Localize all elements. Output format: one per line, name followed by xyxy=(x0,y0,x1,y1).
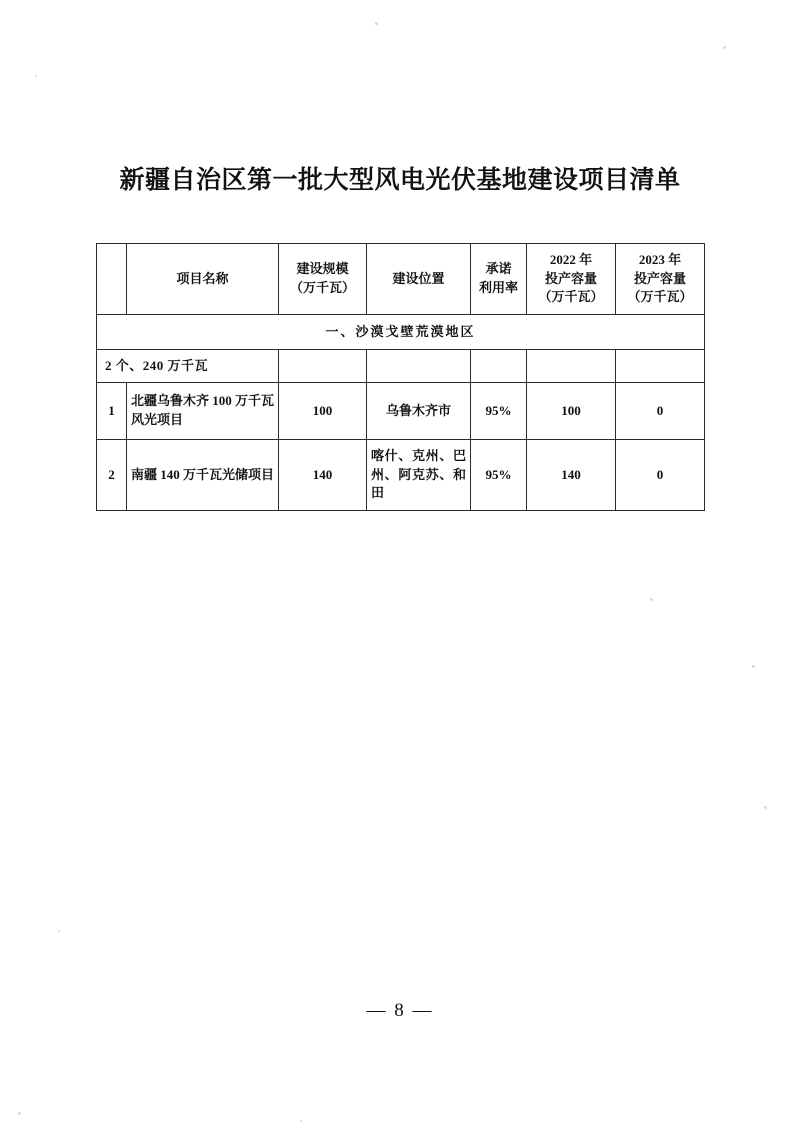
project-list-table xyxy=(96,243,705,511)
row-y2022: 100 xyxy=(527,383,616,440)
subtotal-y2023 xyxy=(616,350,705,383)
scan-speck xyxy=(752,665,755,668)
header-y2023-line1: 2023 年 xyxy=(638,251,682,267)
scan-speck xyxy=(723,46,726,49)
row-y2023: 0 xyxy=(616,440,705,511)
section-title: 一、沙漠戈壁荒漠地区 xyxy=(97,315,705,350)
row-location: 乌鲁木齐市 xyxy=(367,383,471,440)
row-y2023: 0 xyxy=(616,383,705,440)
row-index: 1 xyxy=(97,383,127,440)
header-y2022-line2: 投产容量 xyxy=(544,270,597,286)
header-index xyxy=(97,244,127,315)
section-header-row xyxy=(97,315,705,350)
header-y2023-line2: 投产容量 xyxy=(633,270,686,286)
header-rate-line1: 承诺 xyxy=(485,261,512,277)
scan-speck xyxy=(650,598,653,601)
subtotal-location xyxy=(367,350,471,383)
header-project-name: 项目名称 xyxy=(127,244,279,315)
row-location: 喀什、克州、巴州、阿克苏、和田 xyxy=(367,440,471,511)
header-scale-line2: （万千瓦） xyxy=(289,280,355,295)
header-y2022-line3: （万千瓦） xyxy=(538,289,604,305)
page-title: 新疆自治区第一批大型风电光伏基地建设项目清单 xyxy=(119,167,681,194)
header-scale-line1: 建设规模 xyxy=(296,261,349,277)
table-header-row xyxy=(97,244,705,315)
scan-speck xyxy=(35,75,37,77)
subtotal-row xyxy=(97,350,705,383)
header-y2023-line3: （万千瓦） xyxy=(627,289,693,305)
row-index: 2 xyxy=(97,440,127,511)
row-project-name: 北疆乌鲁木齐 100 万千瓦风光项目 xyxy=(127,383,279,440)
scan-speck xyxy=(58,930,60,932)
table-body xyxy=(97,315,705,511)
header-scale xyxy=(279,244,367,315)
table-header xyxy=(97,244,705,315)
header-rate-line2: 利用率 xyxy=(478,280,518,295)
project-list-table-wrap xyxy=(96,243,704,511)
row-scale: 140 xyxy=(279,440,367,511)
subtotal-rate xyxy=(471,350,527,383)
subtotal-y2022 xyxy=(527,350,616,383)
table-row xyxy=(97,440,705,511)
page-number: — 8 — xyxy=(366,1000,434,1021)
scan-speck xyxy=(300,1120,302,1122)
scan-speck xyxy=(375,22,378,25)
header-location: 建设位置 xyxy=(367,244,471,315)
row-scale: 100 xyxy=(279,383,367,440)
header-y2022 xyxy=(527,244,616,315)
header-y2022-line1: 2022 年 xyxy=(549,251,593,267)
row-y2022: 140 xyxy=(527,440,616,511)
header-y2023 xyxy=(616,244,705,315)
row-project-name: 南疆 140 万千瓦光储项目 xyxy=(127,440,279,511)
subtotal-scale xyxy=(279,350,367,383)
subtotal-label: 2 个、240 万千瓦 xyxy=(97,350,279,383)
row-rate: 95% xyxy=(471,383,527,440)
header-rate xyxy=(471,244,527,315)
table-row xyxy=(97,383,705,440)
scan-speck xyxy=(18,1112,21,1115)
row-rate: 95% xyxy=(471,440,527,511)
scan-speck xyxy=(764,806,767,809)
